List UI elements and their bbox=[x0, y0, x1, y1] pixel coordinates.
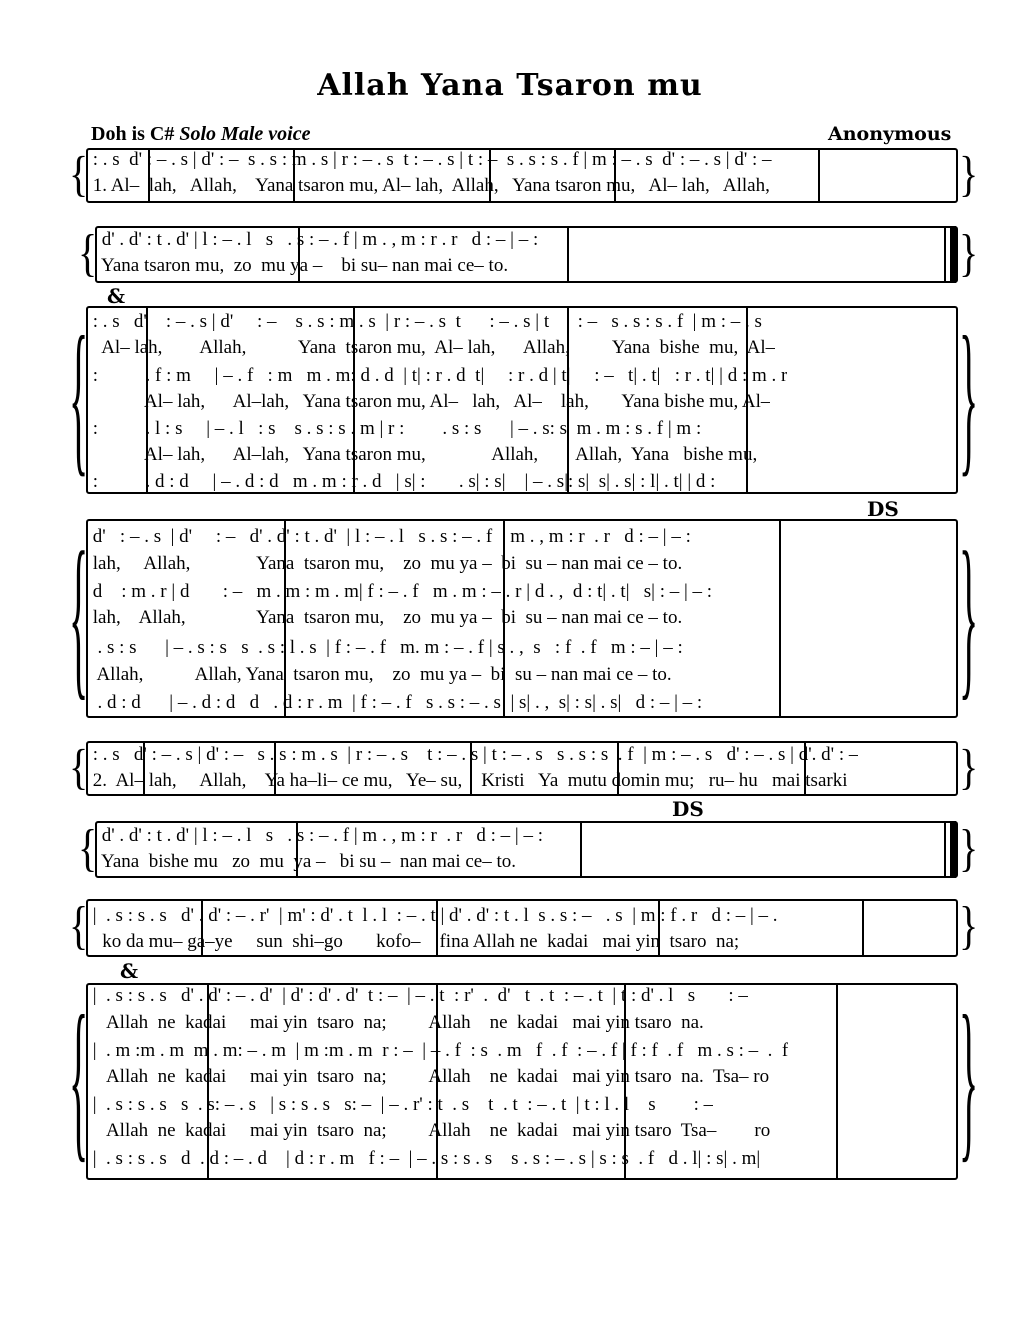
lyric-line: 1. Al– lah, Allah, Yana tsaron mu, Al– lah, Allah, Yana tsaron mu, Al– lah, Allah, bbox=[88, 176, 770, 195]
notation-line: : . s d' : – . s | d' : – s . s : m . s | r : – . s t : – . s | t : – . s s . s : s . f | m : – . s d' : – . s | d'. d' : – bbox=[88, 745, 859, 764]
left-brace: { bbox=[78, 817, 98, 876]
lyric-line: Al– lah, Al–lah, Yana tsaron mu, Al– lah, Al– lah, Yana bishe mu, Al– bbox=[88, 392, 771, 411]
notation-line: : . f : m | – . f : m m . m: d . d | t| : r . d t| : r . d | t| : – t| . t| : r . t| | d : m . r bbox=[88, 366, 788, 385]
barline bbox=[580, 821, 582, 878]
notation-line: d' : – . s | d' : – d' . d' : t . d' | l : – . l s . s : – . f | m . , m : r . r d : – | – : bbox=[88, 527, 691, 546]
right-brace: } bbox=[959, 222, 979, 281]
final-barline-thin bbox=[944, 226, 946, 283]
notation-line: : . l : s | – . l : s s . s : s . m | r : . s : s | – . s: s m . m : s . f | m : bbox=[88, 419, 702, 438]
lyric-line: Allah, Allah, Yana tsaron mu, zo mu ya – bi su – nan mai ce – to. bbox=[88, 665, 672, 684]
lyric-line: lah, Allah, Yana tsaron mu, zo mu ya – bi su – nan mai ce – to. bbox=[88, 608, 683, 627]
notation-line: d' . d' : t . d' | l : – . l s . s : – . f | m . , m : r . r d : – | – : bbox=[97, 826, 544, 845]
notation-line: | . s : s . s d . d : – . d | d : r . m f : – | – . s : s . s s . s : – . s | s : s . f d . l| : s| . m| bbox=[88, 1149, 761, 1168]
right-brace: } bbox=[959, 737, 979, 794]
notation-line: . s : s | – . s : s s . s : l . s | f : – . f m. m : – . f | s . , s : f . f m : – | – : bbox=[88, 638, 683, 657]
barline bbox=[862, 899, 864, 957]
lyric-line: Al– lah, Allah, Yana tsaron mu, Al– lah, Allah, Yana bishe mu, Al– bbox=[88, 338, 776, 357]
notation-line: | . s : s . s d' . d' : – . r' | m' : d' . t l . l : – . t | d' . d' : t . l s . s : – . s | m : f . r d : – | – . bbox=[88, 906, 778, 925]
lyric-line: Yana tsaron mu, zo mu ya – bi su– nan mai ce– to. bbox=[97, 256, 509, 275]
barline bbox=[818, 148, 820, 203]
lyric-line: Al– lah, Al–lah, Yana tsaron mu, Allah, Allah, Yana bishe mu, bbox=[88, 445, 758, 464]
left-brace: { bbox=[78, 222, 98, 281]
final-barline-thick bbox=[950, 821, 956, 878]
notation-line: : . s d' : – . s | d' : – s . s : m . s | r : – . s t : – . s | t : – s . s : s . f | m : – . s d' : – . s | d' : – bbox=[88, 150, 772, 169]
left-brace: { bbox=[69, 144, 89, 201]
notation-line: d' . d' : t . d' | l : – . l s . s : – . f | m . , m : r . r d : – | – : bbox=[97, 230, 539, 249]
left-brace: { bbox=[69, 737, 89, 794]
composer: Anonymous bbox=[828, 123, 952, 145]
notation-line: : . s d' : – . s | d' : – s . s : m . s | r : – . s t : – . s | t : – s . s : s . f | m : – . s bbox=[88, 312, 762, 331]
voice-part: Solo Male voice bbox=[179, 123, 311, 145]
barline bbox=[836, 983, 838, 1180]
segno-mark-1: & bbox=[107, 284, 126, 308]
right-brace: } bbox=[959, 817, 979, 876]
left-brace: { bbox=[69, 299, 89, 492]
final-barline-thin bbox=[944, 821, 946, 878]
ds-mark-2: DS bbox=[672, 797, 704, 821]
ds-mark-1: DS bbox=[867, 497, 899, 521]
notation-line: . d : d | – . d : d d . d : r . m | f : – . f s . s : – . s | s| . , s| : s| . s| d : – | – : bbox=[88, 693, 703, 712]
notation-line: : . d : d | – . d : d m . m : r . d | s| : . s| : s| | – . s|: s| s| . s| : l| . t| | d : bbox=[88, 472, 716, 491]
barline bbox=[567, 226, 569, 283]
lyric-line: 2. Al– lah, Allah, Ya ha–li– ce mu, Ye– su, Kristi Ya mutu domin mu; ru– hu mai tsarki bbox=[88, 771, 848, 790]
left-brace: { bbox=[69, 895, 89, 955]
right-brace: } bbox=[959, 895, 979, 955]
left-brace: { bbox=[69, 512, 89, 716]
lyric-line: ko da mu– ga–ye sun shi–go kofo– fina Allah ne kadai mai yin tsaro na; bbox=[88, 932, 740, 951]
notation-line: d : m . r | d : – m . m : m . m| f : – . f m . m : – . r | d . , d : t| . t| s| : – | – : bbox=[88, 582, 713, 601]
left-brace: { bbox=[69, 976, 89, 1178]
notation-line: | . m :m . m m . m: – . m | m :m . m r : – | – . f : s . m f . f : – . f | f : f . f m . s : – . f bbox=[88, 1041, 789, 1060]
notation-line: | . s : s . s s . s: – . s | s : s . s s: – | – . r' : t . s t . t : – . t | t : l . l s : – bbox=[88, 1095, 714, 1114]
key-signature: Doh is C# bbox=[91, 123, 175, 145]
segno-mark-2: & bbox=[120, 959, 139, 983]
lyric-line: Allah ne kadai mai yin tsaro na; Allah ne kadai mai yin tsaro na. bbox=[88, 1013, 704, 1032]
page-title: Allah Yana Tsaron mu bbox=[317, 68, 703, 103]
lyric-line: lah, Allah, Yana tsaron mu, zo mu ya – bi su – nan mai ce – to. bbox=[88, 554, 683, 573]
right-brace: } bbox=[959, 144, 979, 201]
right-brace: } bbox=[959, 512, 979, 716]
final-barline-thick bbox=[950, 226, 956, 283]
barline bbox=[779, 519, 781, 718]
lyric-line: Allah ne kadai mai yin tsaro na; Allah ne kadai mai yin tsaro na. Tsa– ro bbox=[88, 1067, 770, 1086]
notation-line: | . s : s . s d' . d' : – . d' | d' : d' . d' t : – | – . t : r' . d' t . t : – . t | t : d' . l s : – bbox=[88, 986, 748, 1005]
lyric-line: Allah ne kadai mai yin tsaro na; Allah ne kadai mai yin tsaro Tsa– ro bbox=[88, 1121, 771, 1140]
right-brace: } bbox=[959, 976, 979, 1178]
key-and-voice bbox=[91, 123, 310, 146]
lyric-line: Yana bishe mu zo mu ya – bi su – nan mai ce– to. bbox=[97, 852, 517, 871]
right-brace: } bbox=[959, 299, 979, 492]
